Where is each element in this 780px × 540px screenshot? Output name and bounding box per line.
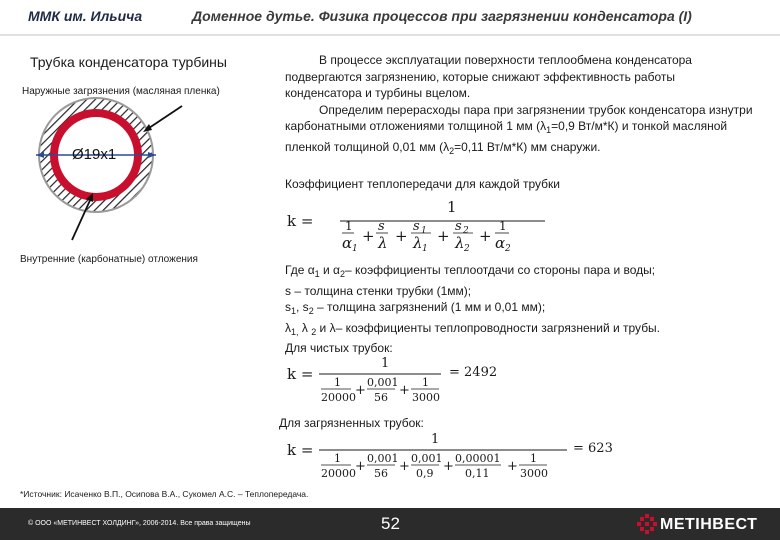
svg-text:56: 56	[374, 467, 388, 480]
svg-text:1: 1	[530, 452, 537, 465]
svg-text:1: 1	[422, 244, 428, 254]
svg-text:= 623: = 623	[573, 441, 613, 456]
svg-text:k =: k =	[287, 365, 314, 383]
svg-text:20000: 20000	[321, 391, 356, 404]
page-number: 52	[381, 514, 400, 533]
clean-tubes-formula	[285, 356, 515, 406]
svg-text:k =: k =	[287, 212, 314, 230]
svg-text:s: s	[455, 219, 462, 234]
inner-deposit-label: Внутренние (карбонатные) отложения	[20, 254, 198, 265]
intro-paragraph-1: В процессе эксплуатации поверхности теплообмена конденсатора подвергаются загрязнению, которые снижают эффективность работы конденсатора и турбины вцелом.	[285, 53, 692, 100]
svg-text:+: +	[362, 227, 375, 245]
svg-text:α: α	[495, 234, 506, 252]
svg-text:1: 1	[381, 356, 390, 371]
svg-text:2: 2	[463, 226, 469, 236]
source-citation: *Источник: Исаченко В.П., Осипова В.А., Сукомел А.С. – Теплопередача.	[20, 489, 309, 499]
svg-text:56: 56	[374, 391, 388, 404]
intro-text	[285, 52, 755, 159]
svg-text:+: +	[399, 383, 410, 398]
clean-label: Для чистых трубок:	[285, 341, 393, 355]
svg-text:λ: λ	[413, 234, 423, 252]
svg-text:1: 1	[422, 376, 429, 389]
svg-text:20000: 20000	[321, 467, 356, 480]
svg-text:+: +	[395, 227, 408, 245]
where-line-3: $s_1$, $s_2$ – толщина загрязнений (1 мм и 0,01 мм);	[285, 300, 546, 316]
svg-text:1: 1	[345, 219, 353, 233]
dirty-tubes-formula	[285, 432, 615, 484]
svg-text:1: 1	[421, 226, 427, 236]
svg-text:1: 1	[352, 244, 358, 254]
svg-text:+: +	[355, 459, 366, 474]
header-title: Доменное дутье. Физика процессов при загрязнении конденсатора (I)	[192, 8, 692, 24]
svg-text:1: 1	[499, 219, 507, 233]
svg-text:α: α	[342, 234, 353, 252]
where-line-1: Где $\alpha_1$ и $\alpha_2-$ коэффициенты теплоотдачи со стороны пара и воды;	[285, 263, 656, 279]
svg-text:λ: λ	[455, 234, 465, 252]
svg-text:+: +	[479, 227, 492, 245]
svg-text:3000: 3000	[412, 391, 440, 404]
metinvest-logo-icon	[636, 513, 658, 535]
left-title: Трубка конденсатора турбины	[30, 54, 227, 70]
svg-text:+: +	[355, 383, 366, 398]
svg-text:0,00001: 0,00001	[455, 452, 501, 465]
svg-text:0,001: 0,001	[367, 376, 399, 389]
variables-explanation	[285, 262, 755, 357]
where-line-4: $\lambda_{1,}$ λ $_2$ и λ– коэффициенты теплопроводности загрязнений и трубы.	[285, 320, 661, 337]
pipe-cross-section-diagram	[0, 92, 280, 262]
svg-text:+: +	[399, 459, 410, 474]
svg-text:2: 2	[464, 244, 470, 254]
svg-text:3000: 3000	[520, 467, 548, 480]
outer-deposit-label: Наружные загрязнения (масляная пленка)	[22, 86, 220, 97]
svg-text:+: +	[443, 459, 454, 474]
svg-text:1: 1	[334, 452, 341, 465]
svg-text:0,001: 0,001	[367, 452, 399, 465]
svg-text:= 2492: = 2492	[449, 365, 498, 380]
svg-text:s: s	[413, 219, 420, 234]
svg-text:1: 1	[334, 376, 341, 389]
svg-text:1: 1	[447, 198, 457, 216]
svg-text:λ: λ	[378, 234, 388, 252]
svg-text:2: 2	[505, 244, 511, 254]
coef-title: Коэффициент теплопередачи для каждой трубки	[285, 177, 561, 191]
metinvest-logo-text: МЕТІНВЕСТ	[660, 516, 758, 533]
svg-text:0,11: 0,11	[465, 467, 490, 480]
svg-text:+: +	[437, 227, 450, 245]
svg-text:1: 1	[431, 432, 440, 447]
intro-paragraph-2: Определим перерасходы пара при загрязнении трубок конденсатора изнутри карбонатными отложениями толщиной 1 мм ($\lambda_1=0,9$ Вт/м*К) и тонкой масляной пленкой толщиной 0,01 мм ($\lambda_2=0,11$ Вт/м*К) мм снаружи.	[285, 102, 753, 156]
header-org: ММК им. Ильича	[28, 8, 143, 24]
dirty-label: Для загрязненных трубок:	[279, 416, 424, 430]
svg-text:s: s	[378, 219, 385, 234]
footer-copyright: © ООО «МЕТИНВЕСТ ХОЛДИНГ», 2006-2014. Все права защищены	[28, 520, 251, 527]
header-divider	[0, 34, 780, 36]
where-line-2: s – толщина стенки трубки (1мм);	[285, 283, 472, 298]
diameter-label: Ø19x1	[72, 146, 117, 163]
svg-text:+: +	[507, 459, 518, 474]
svg-text:0,9: 0,9	[416, 467, 434, 480]
svg-text:k =: k =	[287, 441, 314, 459]
outer-label-arrow	[146, 106, 182, 130]
heat-transfer-formula	[285, 196, 545, 258]
svg-text:0,001: 0,001	[411, 452, 443, 465]
